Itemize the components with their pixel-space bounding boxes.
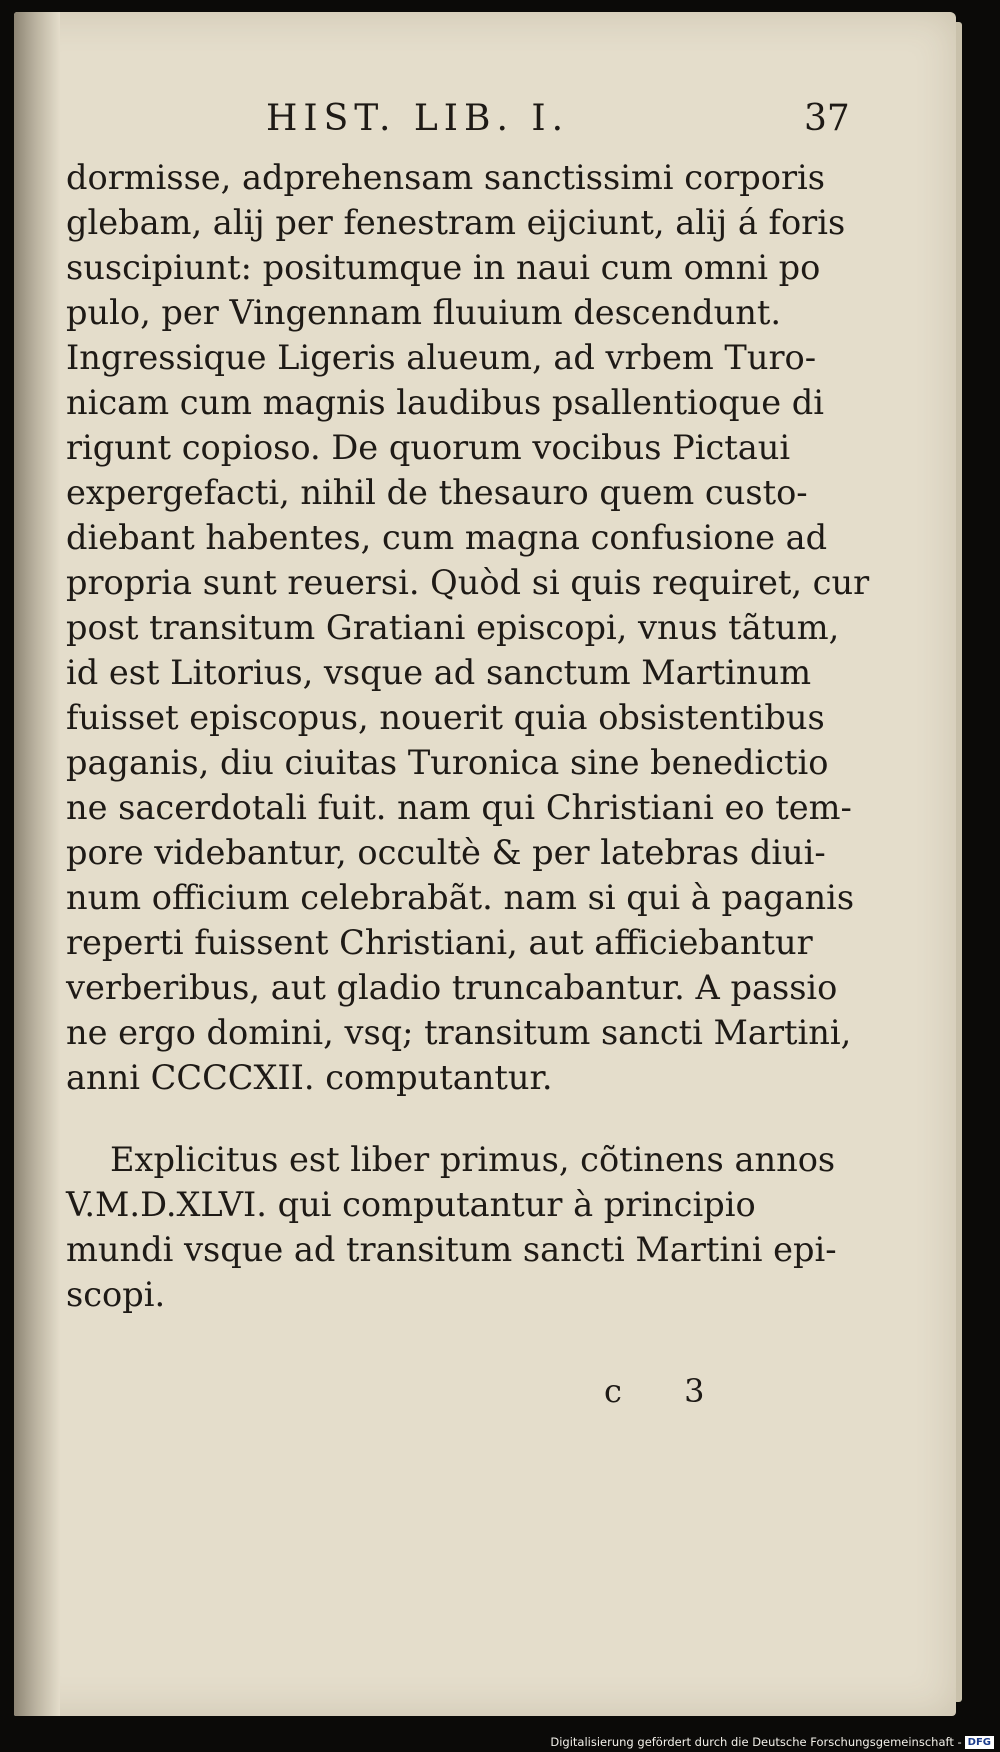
text-line: anni CCCCXII. computantur. (66, 1058, 553, 1097)
text-line: ne ergo domini, vsq; transitum sancti Martini, (66, 1013, 852, 1052)
text-line: propria sunt reuersi. Quòd si quis requiret, cur (66, 563, 870, 602)
colophon (66, 1137, 866, 1317)
text-line: Ingressique Ligeris alueum, ad vrbem Turo- (66, 338, 817, 377)
signature-mark: c 3 (604, 1372, 731, 1410)
text-line: nicam cum magnis laudibus psallentioque di (66, 383, 824, 422)
text-line: post transitum Gratiani episcopi, vnus tãtum, (66, 608, 840, 647)
text-line: glebam, alij per fenestram eijciunt, alij á foris (66, 203, 846, 242)
colophon-line: mundi vsque ad transitum sancti Martini epi- (66, 1230, 837, 1269)
text-line: fuisset episcopus, nouerit quia obsistentibus (66, 698, 825, 737)
text-line: verberibus, aut gladio truncabantur. A passio (66, 968, 838, 1007)
colophon-line: Explicitus est liber primus, cõtinens annos (110, 1140, 836, 1179)
page-number: 37 (804, 98, 850, 139)
text-line: reperti fuissent Christiani, aut afficiebantur (66, 923, 813, 962)
page-header (14, 92, 956, 144)
colophon-line: V.M.D.XLVI. qui computantur à principio (66, 1185, 756, 1224)
body-text (66, 155, 870, 1100)
digitization-credit (550, 1734, 994, 1750)
text-line: paganis, diu ciuitas Turonica sine benedictio (66, 743, 829, 782)
credit-text: Digitalisierung gefördert durch die Deutsche Forschungsgemeinschaft - (550, 1735, 962, 1749)
text-line: num officium celebrabãt. nam si qui à paganis (66, 878, 855, 917)
running-head: HIST. LIB. I. (266, 98, 570, 139)
text-line: pore videbantur, occultè & per latebras diui- (66, 833, 826, 872)
binding-gutter (14, 12, 60, 1716)
text-line: pulo, per Vingennam fluuium descendunt. (66, 293, 782, 332)
page-edge (956, 22, 962, 1702)
text-line: dormisse, adprehensam sanctissimi corporis (66, 158, 826, 197)
text-line: diebant habentes, cum magna confusione ad (66, 518, 828, 557)
colophon-line: scopi. (66, 1275, 166, 1314)
book-page (14, 12, 956, 1716)
dfg-logo: DFG (965, 1736, 994, 1749)
text-line: ne sacerdotali fuit. nam qui Christiani eo tem- (66, 788, 852, 827)
text-line: suscipiunt: positumque in naui cum omni po (66, 248, 821, 287)
text-line: id est Litorius, vsque ad sanctum Martinum (66, 653, 812, 692)
text-line: rigunt copioso. De quorum vocibus Pictaui (66, 428, 791, 467)
text-line: expergefacti, nihil de thesauro quem custo- (66, 473, 808, 512)
